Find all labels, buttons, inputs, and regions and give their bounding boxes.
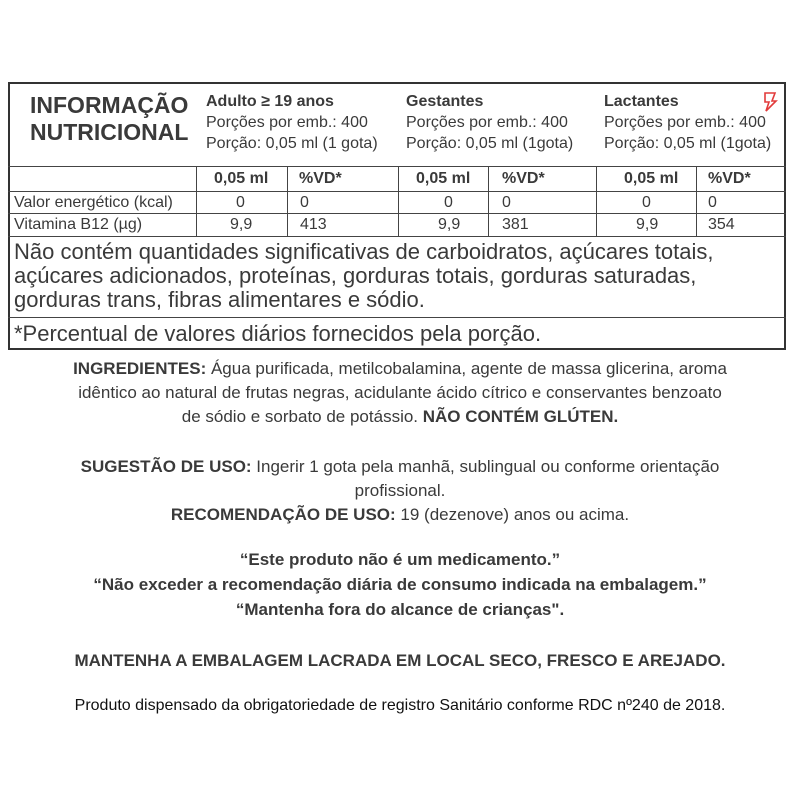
table-column-divider bbox=[696, 166, 697, 236]
warning-badge-icon bbox=[762, 92, 778, 112]
table-column-divider bbox=[488, 166, 489, 236]
group-name: Gestantes bbox=[406, 93, 484, 110]
ingredients-text: de sódio e sorbato de potássio. bbox=[181, 407, 423, 426]
group-portions: Porções por emb.: 400 bbox=[206, 114, 368, 131]
table-column-divider bbox=[196, 166, 197, 236]
subheader-amount: 0,05 ml bbox=[416, 170, 471, 187]
ingredients-label: INGREDIENTES: bbox=[73, 359, 207, 378]
quote-line: “Mantenha fora do alcance de crianças". bbox=[235, 600, 565, 619]
usage-label: SUGESTÃO DE USO: bbox=[80, 457, 252, 476]
recommendation-text: 19 (dezenove) anos ou acima. bbox=[395, 505, 630, 524]
subheader-vd: %VD* bbox=[708, 170, 751, 187]
group-portions: Porções por emb.: 400 bbox=[604, 114, 766, 131]
group-adult bbox=[206, 91, 378, 154]
group-portion: Porção: 0,05 ml (1gota) bbox=[604, 135, 772, 152]
row-label-b12: Vitamina B12 (µg) bbox=[14, 216, 143, 233]
subheader-vd: %VD* bbox=[502, 170, 545, 187]
warnings-quotes bbox=[0, 547, 800, 622]
table-cell: 413 bbox=[300, 216, 327, 233]
table-cell: 0 bbox=[300, 194, 309, 211]
group-name: Lactantes bbox=[604, 93, 679, 110]
table-note-line: gorduras trans, fibras alimentares e sódio. bbox=[14, 287, 425, 312]
table-note-line: açúcares adicionados, proteínas, gorduras totais, gorduras saturadas, bbox=[14, 263, 697, 288]
table-column-divider bbox=[596, 166, 597, 236]
group-lactating bbox=[604, 91, 771, 154]
table-divider bbox=[8, 236, 786, 237]
storage-instruction: MANTENHA A EMBALAGEM LACRADA EM LOCAL SECO, FRESCO E AREJADO. bbox=[74, 651, 726, 670]
gluten-warning: NÃO CONTÉM GLÚTEN. bbox=[422, 407, 619, 426]
recommendation-label: RECOMENDAÇÃO DE USO: bbox=[170, 505, 396, 524]
quote-line: “Não exceder a recomendação diária de consumo indicada na embalagem.” bbox=[93, 575, 707, 594]
subheader-amount: 0,05 ml bbox=[214, 170, 269, 187]
table-cell: 0 bbox=[708, 194, 717, 211]
table-column-divider bbox=[287, 166, 288, 236]
group-portions: Porções por emb.: 400 bbox=[406, 114, 568, 131]
table-cell: 0 bbox=[236, 194, 245, 211]
usage-section bbox=[0, 455, 800, 527]
table-cell: 354 bbox=[708, 216, 735, 233]
table-divider bbox=[8, 213, 786, 214]
table-cell: 0 bbox=[642, 194, 651, 211]
subheader-amount: 0,05 ml bbox=[624, 170, 679, 187]
table-footnote: *Percentual de valores diários fornecidos pela porção. bbox=[14, 321, 542, 346]
table-divider bbox=[8, 166, 786, 167]
table-title-line1: INFORMAÇÃO bbox=[30, 92, 189, 118]
usage-text: Ingerir 1 gota pela manhã, sublingual ou conforme orientação bbox=[251, 457, 720, 476]
usage-text: profissional. bbox=[354, 481, 446, 500]
table-cell: 9,9 bbox=[230, 216, 253, 233]
table-column-divider bbox=[398, 166, 399, 236]
quote-line: “Este produto não é um medicamento.” bbox=[239, 550, 561, 569]
table-note-line: Não contém quantidades significativas de carboidratos, açúcares totais, bbox=[14, 239, 714, 264]
table-divider bbox=[8, 317, 786, 318]
ingredients-section bbox=[0, 357, 800, 429]
table-title bbox=[30, 92, 188, 146]
table-note bbox=[14, 240, 714, 312]
table-cell: 381 bbox=[502, 216, 529, 233]
ingredients-text: idêntico ao natural de frutas negras, acidulante ácido cítrico e conservantes benzoato bbox=[78, 383, 722, 402]
table-title-line2: NUTRICIONAL bbox=[30, 119, 189, 145]
group-name: Adulto ≥ 19 anos bbox=[206, 93, 334, 110]
table-cell: 0 bbox=[444, 194, 453, 211]
table-cell: 9,9 bbox=[438, 216, 461, 233]
table-cell: 0 bbox=[502, 194, 511, 211]
subheader-vd: %VD* bbox=[299, 170, 342, 187]
table-divider bbox=[8, 191, 786, 192]
registration-note: Produto dispensado da obrigatoriedade de registro Sanitário conforme RDC nº240 de 2018. bbox=[74, 697, 726, 714]
group-portion: Porção: 0,05 ml (1 gota) bbox=[206, 135, 378, 152]
ingredients-text: Água purificada, metilcobalamina, agente de massa glicerina, aroma bbox=[206, 359, 727, 378]
group-portion: Porção: 0,05 ml (1gota) bbox=[406, 135, 574, 152]
table-cell: 9,9 bbox=[636, 216, 659, 233]
group-pregnant bbox=[406, 91, 573, 154]
row-label-energy: Valor energético (kcal) bbox=[14, 194, 173, 211]
